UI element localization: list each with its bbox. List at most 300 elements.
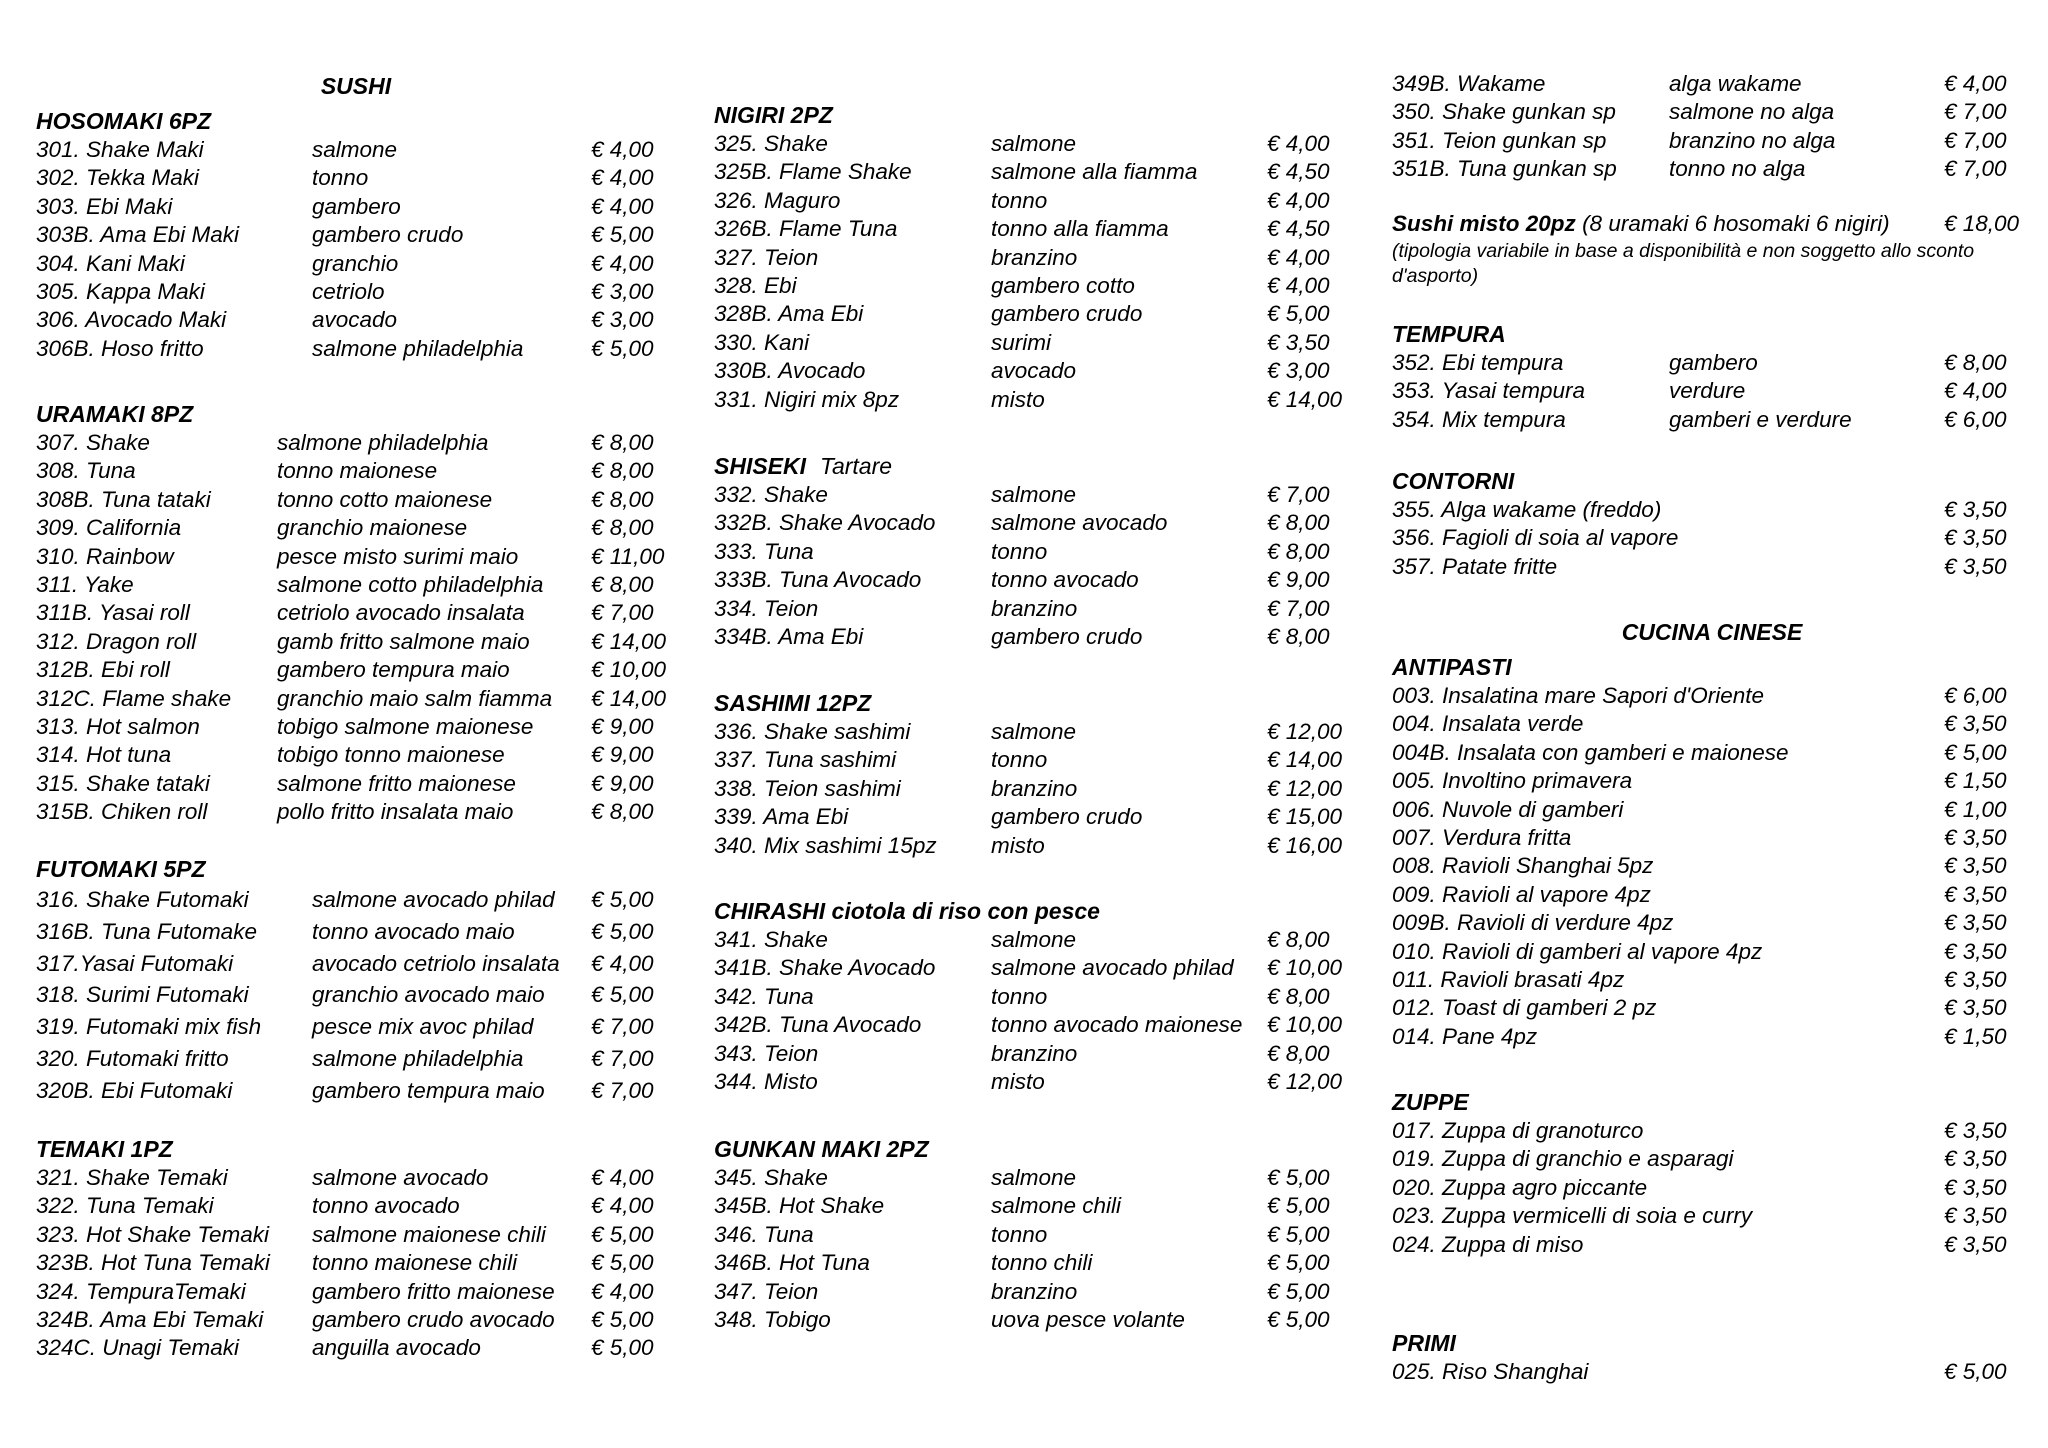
item-price: € 10,00	[591, 657, 667, 683]
item-description: gamb fritto salmone maio	[277, 628, 530, 654]
item-price: € 4,50	[1267, 159, 1330, 185]
menu-item	[1392, 1145, 2032, 1173]
menu-item	[714, 1221, 1364, 1249]
section-primi	[1392, 1329, 2032, 1386]
menu-item	[36, 514, 676, 542]
menu-item	[1392, 682, 2032, 710]
item-price: € 7,00	[1267, 482, 1330, 507]
sushi-misto-block	[1392, 209, 2032, 289]
item-description: tonno chili	[991, 1250, 1093, 1276]
item-name: 314. Hot tuna	[36, 742, 172, 768]
item-price: € 4,00	[1267, 244, 1330, 270]
item-name: 305. Kappa Maki	[36, 278, 205, 304]
menu-item	[1392, 1202, 2032, 1230]
item-name: 313. Hot salmon	[36, 713, 200, 739]
menu-item	[36, 1011, 676, 1043]
item-price: € 7,00	[1944, 156, 2007, 182]
item-name: 020. Zuppa agro piccante	[1392, 1174, 1648, 1200]
item-name: 315B. Chiken roll	[36, 799, 208, 825]
item-description: granchio maio salm fiamma	[277, 685, 553, 711]
menu-item	[36, 571, 676, 599]
item-name: 332. Shake	[714, 482, 828, 507]
section-contorni	[1392, 467, 2032, 581]
item-name: 349B. Wakame	[1392, 71, 1546, 96]
item-price: € 1,00	[1944, 796, 2007, 822]
menu-item	[1392, 796, 2032, 824]
item-name: 310. Rainbow	[36, 543, 174, 569]
item-description: branzino no alga	[1669, 127, 1836, 153]
menu-item	[1392, 406, 2032, 434]
item-price: € 8,00	[1267, 927, 1330, 952]
menu-item	[36, 306, 676, 334]
menu-item	[714, 215, 1364, 243]
item-name: 357. Patate fritte	[1392, 553, 1558, 579]
item-name: 323. Hot Shake Temaki	[36, 1221, 270, 1247]
item-price: € 4,00	[591, 137, 654, 162]
menu-item	[36, 628, 676, 656]
item-description: gamberi e verdure	[1669, 406, 1852, 432]
menu-item	[1392, 739, 2032, 767]
item-description: branzino	[991, 1040, 1078, 1066]
item-price: € 8,00	[591, 430, 654, 455]
item-price: € 8,00	[591, 486, 654, 512]
item-description: anguilla avocado	[312, 1335, 481, 1361]
item-price: € 8,00	[1267, 983, 1330, 1009]
menu-item	[1392, 1231, 2032, 1259]
item-price: € 5,00	[1267, 1221, 1330, 1247]
item-description: salmone philadelphia	[312, 1045, 524, 1071]
item-price: € 5,00	[1267, 1250, 1330, 1276]
item-price: € 7,00	[591, 1045, 654, 1071]
item-description: tonno	[991, 747, 1048, 773]
item-price: € 5,00	[1944, 739, 2007, 765]
section-sashimi	[714, 689, 1364, 860]
item-name: 330. Kani	[714, 329, 810, 355]
item-price: € 8,00	[1267, 1040, 1330, 1066]
item-price: € 4,00	[591, 950, 654, 976]
menu-item	[36, 979, 676, 1011]
item-price: € 4,00	[591, 193, 654, 219]
item-price: € 3,50	[1944, 1231, 2007, 1257]
section-antipasti	[1392, 653, 2032, 1051]
item-price: € 8,00	[591, 515, 654, 541]
menu-item	[36, 335, 676, 363]
menu-item	[36, 1164, 676, 1192]
item-description: tonno	[991, 538, 1048, 564]
menu-item	[1392, 1117, 2032, 1145]
item-description: avocado	[312, 307, 398, 333]
item-price: € 14,00	[1267, 386, 1343, 412]
item-name: 345. Shake	[714, 1165, 828, 1190]
item-description: gambero crudo	[991, 623, 1143, 649]
item-description: tonno avocado maio	[312, 918, 515, 944]
item-price: € 5,00	[591, 982, 654, 1008]
item-price: € 3,00	[591, 278, 654, 304]
menu-item	[1392, 1358, 2032, 1386]
item-price: € 12,00	[1267, 1068, 1343, 1094]
menu-item	[714, 954, 1364, 982]
item-name: 352. Ebi tempura	[1392, 350, 1564, 375]
section-note: Tartare	[820, 453, 893, 479]
item-name: 341. Shake	[714, 927, 828, 952]
menu-item	[1392, 881, 2032, 909]
item-description: tonno avocado	[312, 1193, 460, 1219]
item-description: misto	[991, 832, 1045, 858]
item-description: salmone	[991, 927, 1077, 952]
item-description: salmone avocado	[312, 1165, 489, 1190]
item-description: tonno no alga	[1669, 156, 1806, 182]
item-description: gambero fritto maionese	[312, 1278, 555, 1304]
menu-item	[714, 509, 1364, 537]
item-price: € 3,50	[1944, 910, 2007, 936]
item-name: 303. Ebi Maki	[36, 193, 173, 219]
item-description: branzino	[991, 244, 1078, 270]
menu-item	[36, 948, 676, 980]
section-title-text: ANTIPASTI	[1392, 654, 1512, 680]
item-name: 334B. Ama Ebi	[714, 623, 864, 649]
item-description: tonno	[991, 187, 1048, 213]
section-title-text: HOSOMAKI 6PZ	[36, 108, 212, 134]
item-price: € 7,00	[591, 1077, 654, 1103]
section-title	[714, 897, 1364, 926]
section-temaki	[36, 1135, 676, 1363]
item-description: misto	[991, 1068, 1045, 1094]
item-price: € 5,00	[1944, 1359, 2007, 1384]
menu-item	[714, 803, 1364, 831]
item-name: 342. Tuna	[714, 983, 814, 1009]
item-price: € 4,00	[591, 250, 654, 276]
menu-item	[714, 623, 1364, 651]
item-description: gambero crudo	[991, 804, 1143, 830]
item-price: € 7,00	[1944, 127, 2007, 153]
menu-item	[36, 1278, 676, 1306]
item-description: tonno avocado	[991, 567, 1139, 593]
item-name: 319. Futomaki mix fish	[36, 1014, 262, 1040]
item-name: 323B. Hot Tuna Temaki	[36, 1250, 270, 1276]
menu-item	[36, 770, 676, 798]
item-price: € 9,00	[1267, 567, 1330, 593]
item-description: gambero crudo avocado	[312, 1306, 555, 1332]
item-name: 004B. Insalata con gamberi e maionese	[1392, 739, 1789, 765]
item-price: € 3,50	[1944, 1203, 2007, 1229]
item-name: 315. Shake tataki	[36, 770, 210, 796]
item-price: € 5,00	[1267, 1165, 1330, 1190]
item-description: cetriolo avocado insalata	[277, 600, 525, 626]
section-uramaki	[36, 400, 676, 826]
section-futomaki	[36, 855, 676, 1107]
menu-item	[714, 983, 1364, 1011]
item-name: 304. Kani Maki	[36, 250, 185, 276]
menu-item	[36, 429, 676, 457]
menu-item	[36, 713, 676, 741]
sushi-misto-name: Sushi misto 20pz	[1392, 211, 1576, 236]
item-name: 320B. Ebi Futomaki	[36, 1077, 233, 1103]
item-name: 324C. Unagi Temaki	[36, 1335, 240, 1361]
item-description: pesce misto surimi maio	[277, 543, 519, 569]
menu-item	[714, 1306, 1364, 1334]
menu-item	[36, 278, 676, 306]
menu-item	[714, 386, 1364, 414]
item-price: € 14,00	[591, 685, 667, 711]
item-description: salmone	[991, 1165, 1077, 1190]
item-name: 019. Zuppa di granchio e asparagi	[1392, 1146, 1734, 1172]
item-name: 355. Alga wakame (freddo)	[1392, 497, 1662, 522]
menu-item	[36, 656, 676, 684]
item-description: surimi	[991, 329, 1051, 355]
item-description: salmone no alga	[1669, 99, 1835, 125]
item-price: € 8,00	[591, 799, 654, 825]
menu-item	[1392, 98, 2032, 126]
menu-item	[36, 685, 676, 713]
item-name: 003. Insalatina mare Sapori d'Oriente	[1392, 683, 1765, 708]
section-gunkan-maki	[714, 1135, 1364, 1334]
item-description: gambero	[1669, 350, 1758, 375]
item-price: € 5,00	[591, 1335, 654, 1361]
item-price: € 4,00	[1267, 187, 1330, 213]
section-title	[714, 1135, 1364, 1164]
item-name: 343. Teion	[714, 1040, 819, 1066]
section-title	[36, 400, 676, 429]
item-name: 009. Ravioli al vapore 4pz	[1392, 881, 1651, 907]
menu-item	[1392, 824, 2032, 852]
section-hosomaki	[36, 107, 676, 363]
item-description: salmone avocado philad	[991, 955, 1234, 981]
section-chirashi	[714, 897, 1364, 1096]
item-price: € 5,00	[1267, 1278, 1330, 1304]
item-price: € 4,00	[1944, 71, 2007, 96]
menu-item	[36, 741, 676, 769]
cucina-cinese-title: CUCINA CINESE	[1621, 619, 1803, 645]
item-name: 342B. Tuna Avocado	[714, 1012, 922, 1038]
item-price: € 4,00	[1944, 378, 2007, 404]
menu-item	[1392, 127, 2032, 155]
item-description: salmone	[991, 482, 1077, 507]
item-description: granchio avocado maio	[312, 982, 545, 1008]
section-title-text: CHIRASHI ciotola di riso con pesce	[714, 898, 1100, 924]
item-name: 010. Ravioli di gamberi al vapore 4pz	[1392, 938, 1763, 964]
item-name: 308B. Tuna tataki	[36, 486, 211, 512]
item-name: 012. Toast di gamberi 2 pz	[1392, 995, 1657, 1021]
item-name: 318. Surimi Futomaki	[36, 982, 249, 1008]
item-description: salmone	[312, 137, 398, 162]
item-price: € 9,00	[591, 713, 654, 739]
item-description: tonno maionese chili	[312, 1250, 518, 1276]
item-price: € 8,00	[1267, 538, 1330, 564]
menu-item	[36, 884, 676, 916]
menu-item	[1392, 710, 2032, 738]
item-price: € 7,00	[591, 600, 654, 626]
item-name: 322. Tuna Temaki	[36, 1193, 214, 1219]
menu-item	[1392, 553, 2032, 581]
menu-item	[714, 187, 1364, 215]
menu-item	[714, 1192, 1364, 1220]
menu-item	[714, 1040, 1364, 1068]
item-name: 339. Ama Ebi	[714, 804, 849, 830]
menu-item	[1392, 1174, 2032, 1202]
menu-item	[1392, 994, 2032, 1022]
item-price: € 8,00	[1267, 510, 1330, 536]
item-name: 311B. Yasai roll	[36, 600, 190, 626]
item-name: 316. Shake Futomaki	[36, 887, 249, 912]
item-name: 317.Yasai Futomaki	[36, 950, 234, 976]
item-name: 320. Futomaki fritto	[36, 1045, 229, 1071]
item-name: 324. TempuraTemaki	[36, 1278, 246, 1304]
menu-item	[714, 329, 1364, 357]
menu-item	[714, 538, 1364, 566]
item-description: alga wakame	[1669, 71, 1802, 96]
item-description: salmone philadelphia	[277, 430, 489, 455]
item-description: tobigo salmone maionese	[277, 713, 534, 739]
menu-item	[36, 193, 676, 221]
item-price: € 5,00	[591, 918, 654, 944]
item-description: tonno	[991, 983, 1048, 1009]
menu-item	[1392, 524, 2032, 552]
menu-item	[1392, 70, 2032, 98]
menu-item	[714, 595, 1364, 623]
item-price: € 1,50	[1944, 768, 2007, 794]
item-name: 309. California	[36, 515, 182, 541]
item-name: 023. Zuppa vermicelli di soia e curry	[1392, 1203, 1753, 1229]
section-title-text: TEMAKI 1PZ	[36, 1136, 173, 1162]
item-description: pesce mix avoc philad	[312, 1014, 534, 1040]
item-name: 007. Verdura fritta	[1392, 824, 1572, 850]
item-name: 005. Involtino primavera	[1392, 768, 1633, 794]
item-description: gambero	[312, 193, 401, 219]
item-price: € 8,00	[591, 571, 654, 597]
item-price: € 10,00	[1267, 955, 1343, 981]
item-name: 004. Insalata verde	[1392, 711, 1584, 737]
item-description: tonno alla fiamma	[991, 216, 1169, 242]
section-title	[1392, 1329, 2032, 1358]
item-name: 326B. Flame Tuna	[714, 216, 898, 242]
item-description: salmone chili	[991, 1193, 1122, 1219]
item-description: avocado	[991, 358, 1077, 384]
item-price: € 4,00	[591, 1193, 654, 1219]
menu-item	[36, 916, 676, 948]
sushi-misto-title	[1392, 209, 2032, 239]
menu-item	[1392, 496, 2032, 524]
item-price: € 8,00	[591, 458, 654, 484]
item-name: 345B. Hot Shake	[714, 1193, 885, 1219]
item-price: € 8,00	[1944, 350, 2007, 375]
item-name: 347. Teion	[714, 1278, 819, 1304]
item-price: € 3,50	[1944, 497, 2007, 522]
menu-item	[714, 481, 1364, 509]
menu-item	[36, 136, 676, 164]
item-description: tonno maionese	[277, 458, 438, 484]
item-price: € 3,50	[1944, 1118, 2007, 1143]
menu-item	[1392, 909, 2032, 937]
section-title	[1392, 467, 2032, 496]
item-name: 312. Dragon roll	[36, 628, 197, 654]
item-price: € 5,00	[591, 887, 654, 912]
item-price: € 7,00	[1944, 99, 2007, 125]
section-title	[36, 1135, 676, 1164]
menu-item	[714, 1164, 1364, 1192]
item-name: 344. Misto	[714, 1068, 818, 1094]
item-name: 351B. Tuna gunkan sp	[1392, 156, 1617, 182]
item-name: 006. Nuvole di gamberi	[1392, 796, 1624, 822]
item-name: 346B. Hot Tuna	[714, 1250, 870, 1276]
item-name: 341B. Shake Avocado	[714, 955, 936, 981]
item-description: salmone avocado	[991, 510, 1168, 536]
item-price: € 3,50	[1944, 938, 2007, 964]
item-description: avocado cetriolo insalata	[312, 950, 560, 976]
item-name: 328B. Ama Ebi	[714, 301, 864, 327]
section-title-text: GUNKAN MAKI 2PZ	[714, 1136, 929, 1162]
section-title	[714, 101, 1364, 130]
menu-item	[36, 1192, 676, 1220]
menu-item	[1392, 349, 2032, 377]
item-price: € 5,00	[591, 335, 654, 361]
item-price: € 14,00	[1267, 747, 1343, 773]
item-name: 348. Tobigo	[714, 1306, 831, 1332]
item-price: € 3,50	[1267, 329, 1330, 355]
item-price: € 4,00	[591, 165, 654, 191]
item-price: € 3,50	[1944, 1174, 2007, 1200]
menu-item	[714, 357, 1364, 385]
item-description: cetriolo	[312, 278, 385, 304]
menu-item	[36, 457, 676, 485]
item-price: € 3,50	[1944, 824, 2007, 850]
item-description: tonno cotto maionese	[277, 486, 493, 512]
item-description: tonno	[991, 1221, 1048, 1247]
item-name: 354. Mix tempura	[1392, 406, 1566, 432]
item-name: 340. Mix sashimi 15pz	[714, 832, 937, 858]
menu-item	[714, 775, 1364, 803]
sushi-title: SUSHI	[320, 73, 392, 99]
item-description: misto	[991, 386, 1045, 412]
item-description: pollo fritto insalata maio	[277, 799, 514, 825]
menu-item	[714, 272, 1364, 300]
item-name: 334. Teion	[714, 595, 819, 621]
item-name: 356. Fagioli di soia al vapore	[1392, 525, 1679, 551]
section-title	[1392, 653, 2032, 682]
menu-item	[1392, 966, 2032, 994]
item-price: € 9,00	[591, 770, 654, 796]
menu-item	[1392, 767, 2032, 795]
item-name: 017. Zuppa di granoturco	[1392, 1118, 1644, 1143]
menu-item	[36, 798, 676, 826]
item-name: 011. Ravioli brasati 4pz	[1392, 966, 1625, 992]
item-price: € 3,50	[1944, 525, 2007, 551]
section-title	[1392, 1088, 2032, 1117]
sushi-misto-note: (tipologia variabile in base a disponibilità e non soggetto allo sconto d'asporto)	[1392, 240, 1975, 287]
menu-item	[714, 1011, 1364, 1039]
item-description: branzino	[991, 1278, 1078, 1304]
item-price: € 1,50	[1944, 1023, 2007, 1049]
item-name: 351. Teion gunkan sp	[1392, 127, 1607, 153]
item-name: 332B. Shake Avocado	[714, 510, 936, 536]
item-description: tonno	[312, 165, 369, 191]
item-name: 338. Teion sashimi	[714, 775, 901, 801]
item-name: 307. Shake	[36, 430, 150, 455]
item-name: 312B. Ebi roll	[36, 657, 170, 683]
item-description: branzino	[991, 595, 1078, 621]
item-description: salmone maionese chili	[312, 1221, 546, 1247]
item-price: € 15,00	[1267, 804, 1343, 830]
item-price: € 3,00	[1267, 358, 1330, 384]
section-title	[714, 452, 1364, 481]
menu-item	[36, 250, 676, 278]
menu-item	[1392, 938, 2032, 966]
menu-item	[36, 599, 676, 627]
item-price: € 5,00	[591, 1250, 654, 1276]
item-name: 302. Tekka Maki	[36, 165, 200, 191]
item-name: 321. Shake Temaki	[36, 1165, 228, 1190]
item-description: gambero tempura maio	[277, 657, 510, 683]
section-nigiri	[714, 101, 1364, 414]
